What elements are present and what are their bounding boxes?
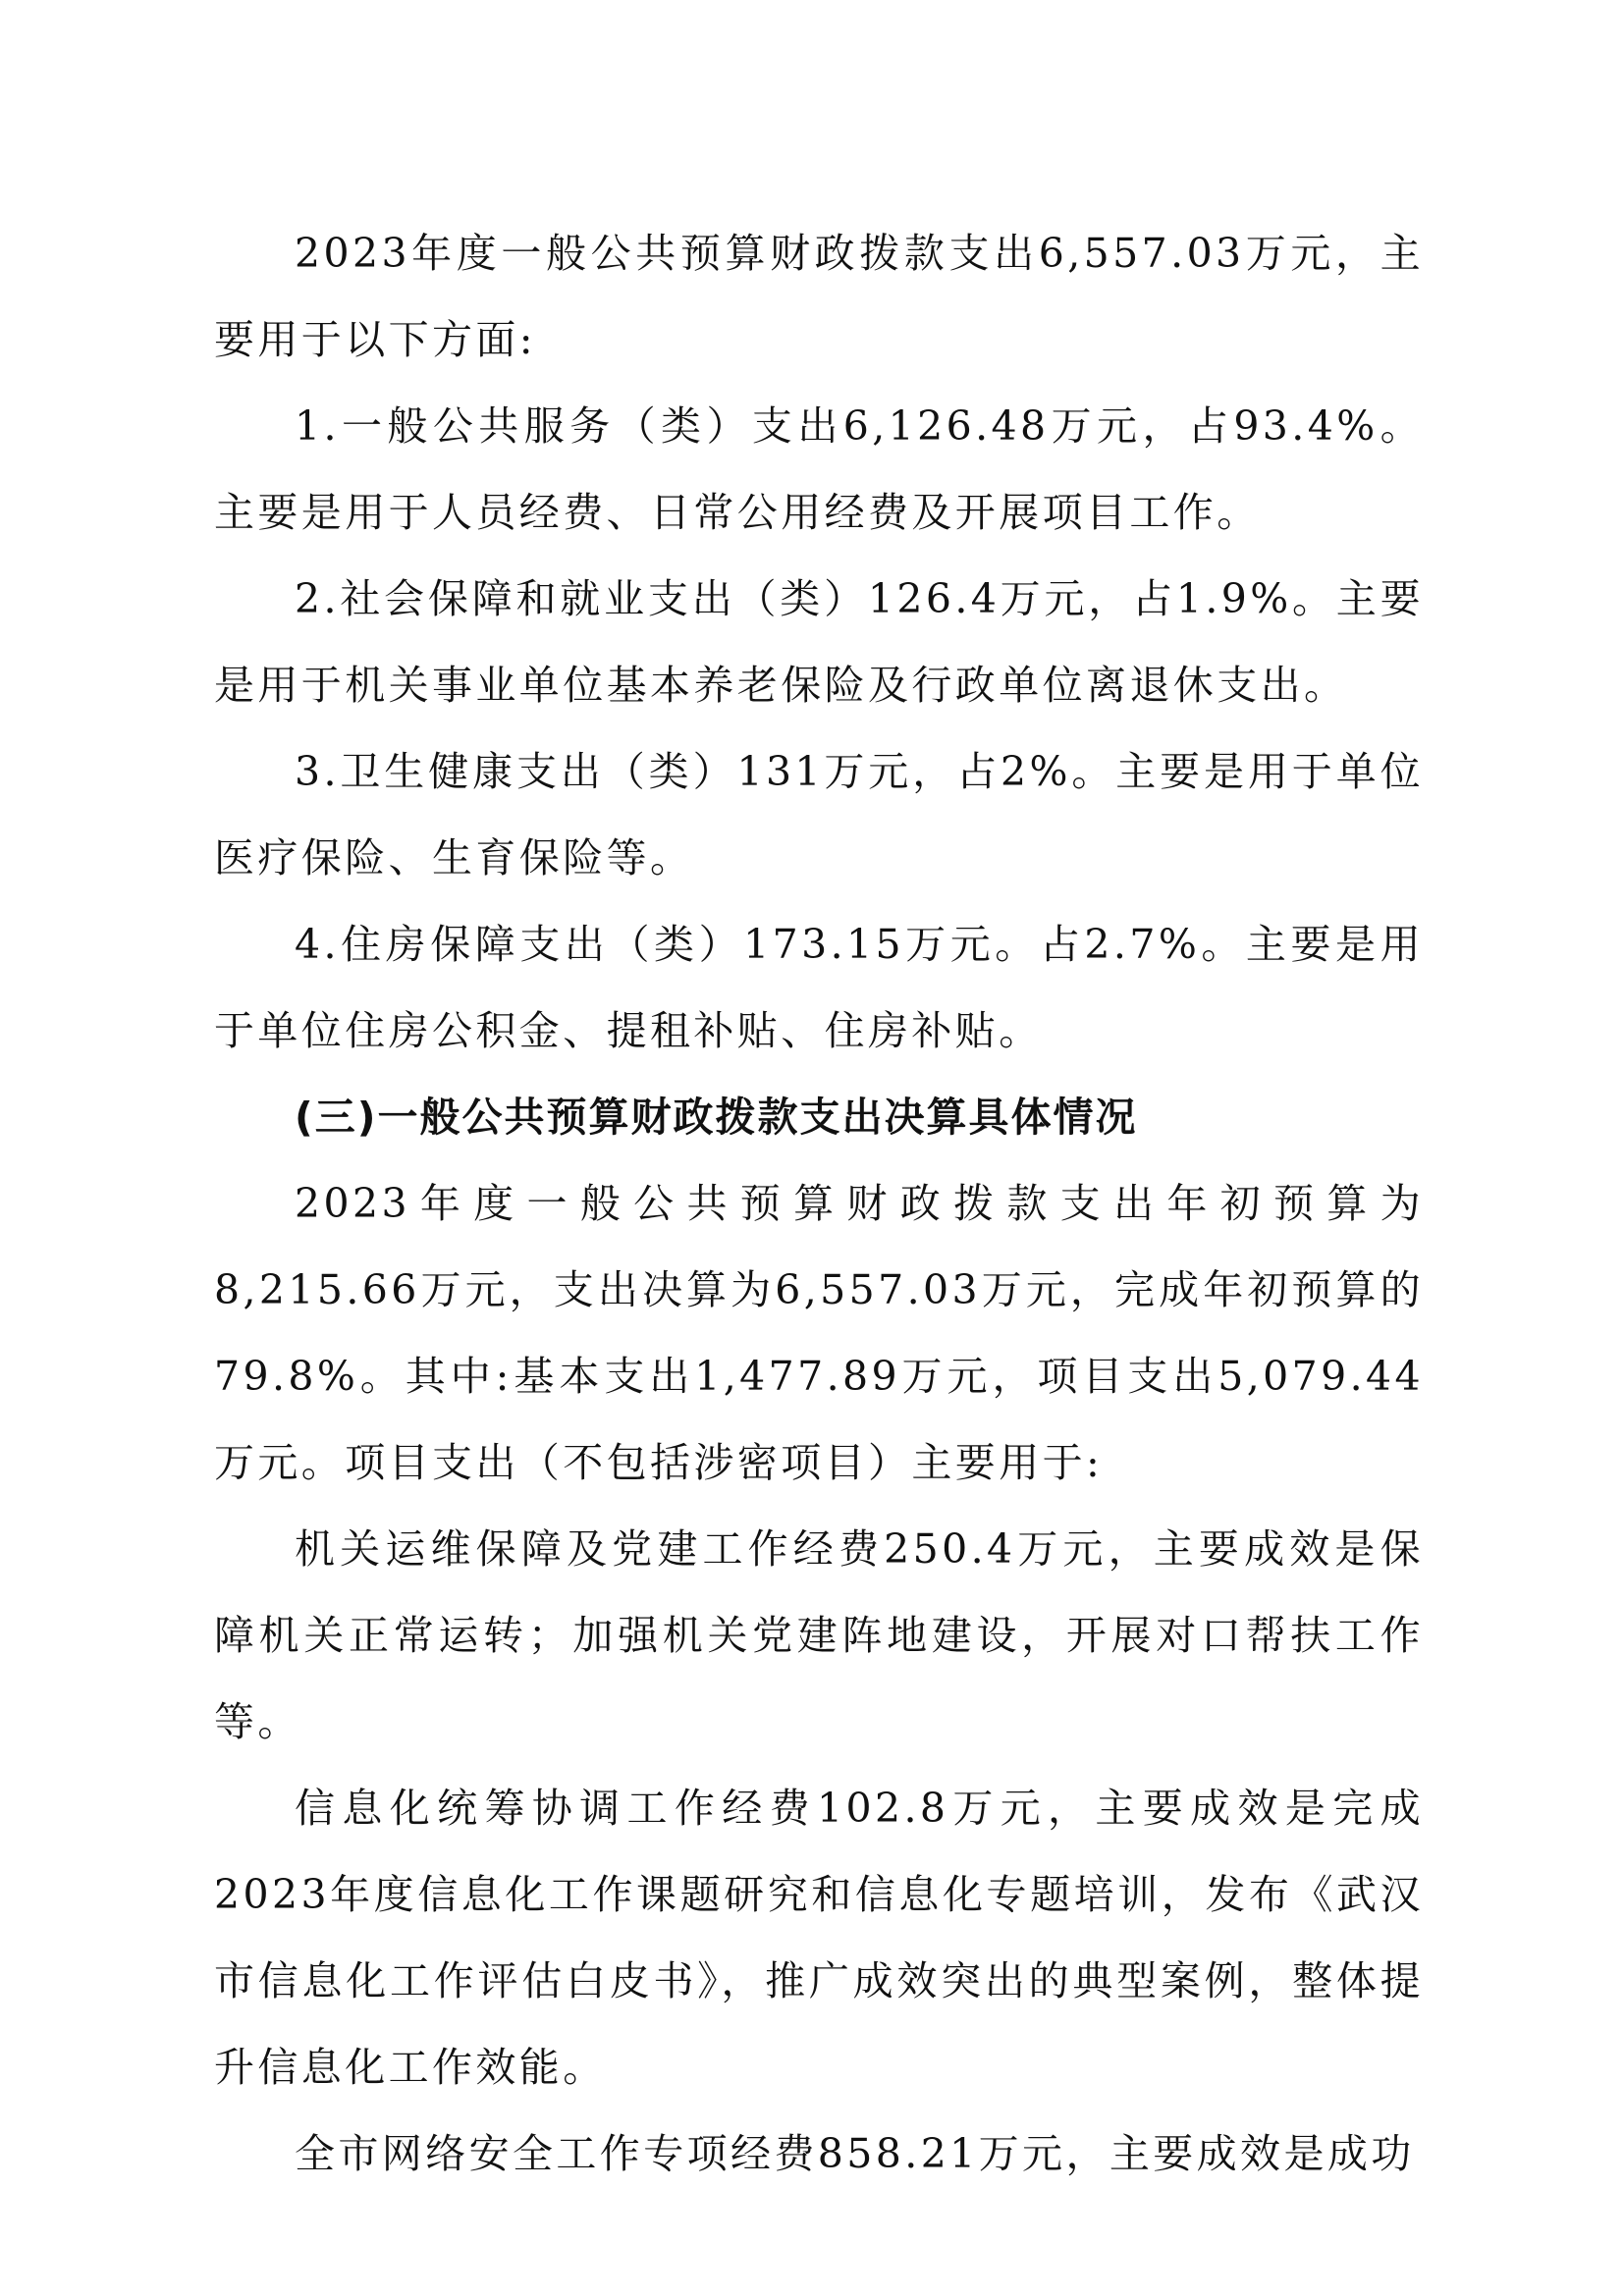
- paragraph-social-security: 2.社会保障和就业支出（类）126.4万元，占1.9%。主要是用于机关事业单位基本养老保险及行政单位离退休支出。: [214, 575, 1424, 709]
- paragraph-cybersecurity: 全市网络安全工作专项经费858.21万元，主要成效是成功: [295, 2130, 1415, 2177]
- document-body: [214, 210, 1424, 2197]
- section-heading: (三)一般公共预算财政拨款支出决算具体情况: [295, 1094, 1138, 1141]
- paragraph-operations-party-building: 机关运维保障及党建工作经费250.4万元，主要成效是保障机关正常运转；加强机关党建阵地建设，开展对口帮扶工作等。: [214, 1525, 1424, 1745]
- paragraph-health: 3.卫生健康支出（类）131万元，占2%。主要是用于单位医疗保险、生育保险等。: [214, 748, 1424, 881]
- paragraph-general-budget-summary: 2023年度一般公共预算财政拨款支出6,557.03万元，主要用于以下方面:: [214, 230, 1424, 363]
- paragraph-public-services: 1.一般公共服务（类）支出6,126.48万元，占93.4%。主要是用于人员经费、日常公用经费及开展项目工作。: [214, 402, 1424, 536]
- paragraph-budget-execution: 2023年度一般公共预算财政拨款支出年初预算为8,215.66万元，支出决算为6,557.03万元，完成年初预算的79.8%。其中:基本支出1,477.89万元，项目支出5,079.44万元。项目支出（不包括涉密项目）主要用于:: [214, 1180, 1424, 1486]
- paragraph-informatization: 信息化统筹协调工作经费102.8万元，主要成效是完成2023年度信息化工作课题研究和信息化专题培训，发布《武汉市信息化工作评估白皮书》，推广成效突出的典型案例，整体提升信息化工作效能。: [214, 1785, 1424, 2091]
- paragraph-housing: 4.住房保障支出（类）173.15万元。占2.7%。主要是用于单位住房公积金、提租补贴、住房补贴。: [214, 921, 1424, 1054]
